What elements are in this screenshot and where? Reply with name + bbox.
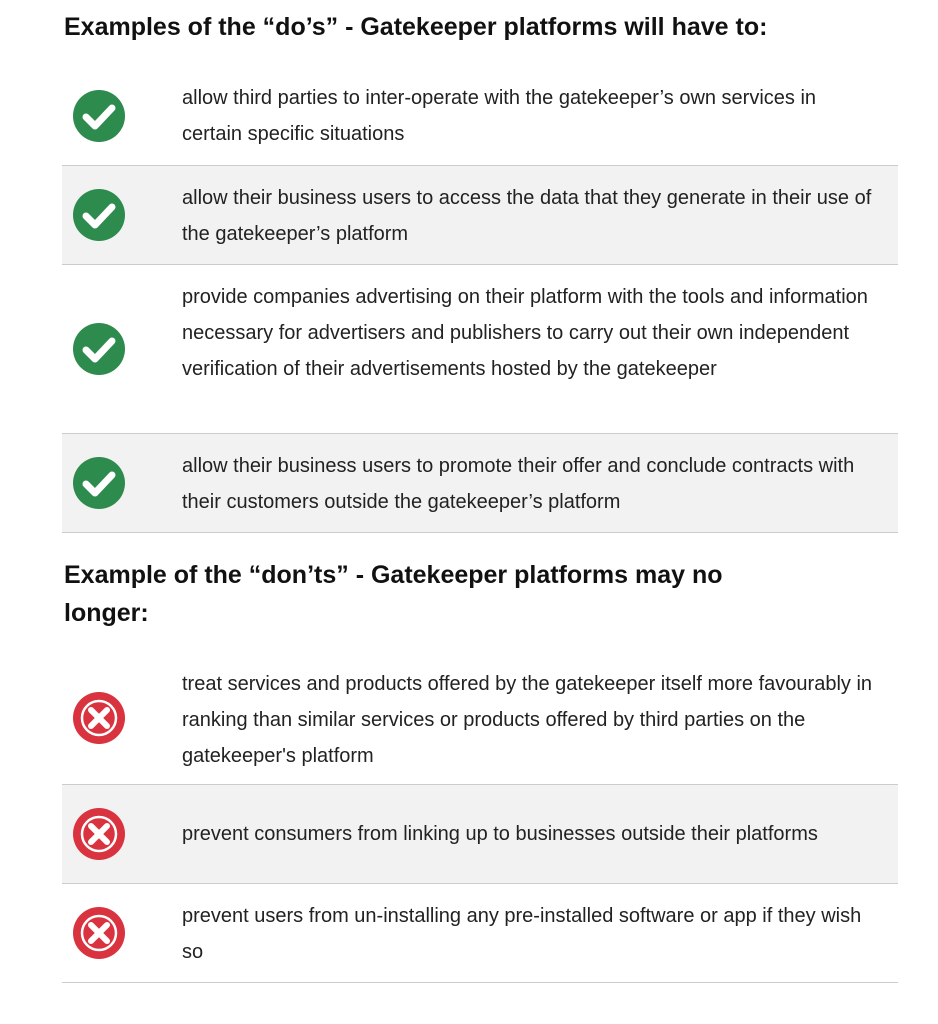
check-circle-icon	[72, 188, 126, 242]
donts-item-text: prevent users from un-installing any pre-installed software or app if they wish so	[182, 905, 862, 963]
donts-list-item	[62, 652, 898, 785]
check-circle-icon	[72, 322, 126, 376]
check-circle-icon	[72, 456, 126, 510]
dos-item-text: allow third parties to inter-operate with the gatekeeper’s own services in certain specific situations	[182, 87, 817, 145]
dos-item-text: provide companies advertising on their platform with the tools and information necessary for advertisers and publishers to carry out their own independent verification of their advertisements hosted by the gatekeeper	[182, 286, 868, 380]
donts-heading: Example of the “don’ts” - Gatekeeper platforms may no longer:	[64, 561, 723, 627]
dos-list-item	[62, 166, 898, 265]
check-circle-icon	[72, 89, 126, 143]
cross-circle-icon	[72, 906, 126, 960]
dos-item-text: allow their business users to access the data that they generate in their use of the gatekeeper’s platform	[182, 187, 872, 245]
dos-list-item	[62, 66, 898, 166]
dos-heading: Examples of the “do’s” - Gatekeeper platforms will have to:	[64, 13, 768, 41]
dos-item-text: allow their business users to promote their offer and conclude contracts with their customers outside the gatekeeper’s platform	[182, 455, 855, 513]
donts-list-item	[62, 884, 898, 983]
cross-circle-icon	[72, 807, 126, 861]
donts-item-text: prevent consumers from linking up to businesses outside their platforms	[182, 823, 818, 845]
dos-list-item	[62, 265, 898, 434]
donts-item-text: treat services and products offered by the gatekeeper itself more favourably in ranking than similar services or products offered by third parties on the gatekeeper's platform	[182, 673, 873, 767]
cross-circle-icon	[72, 691, 126, 745]
donts-list-item	[62, 785, 898, 884]
dos-list	[62, 66, 898, 533]
dos-list-item	[62, 434, 898, 533]
donts-list	[62, 652, 898, 983]
